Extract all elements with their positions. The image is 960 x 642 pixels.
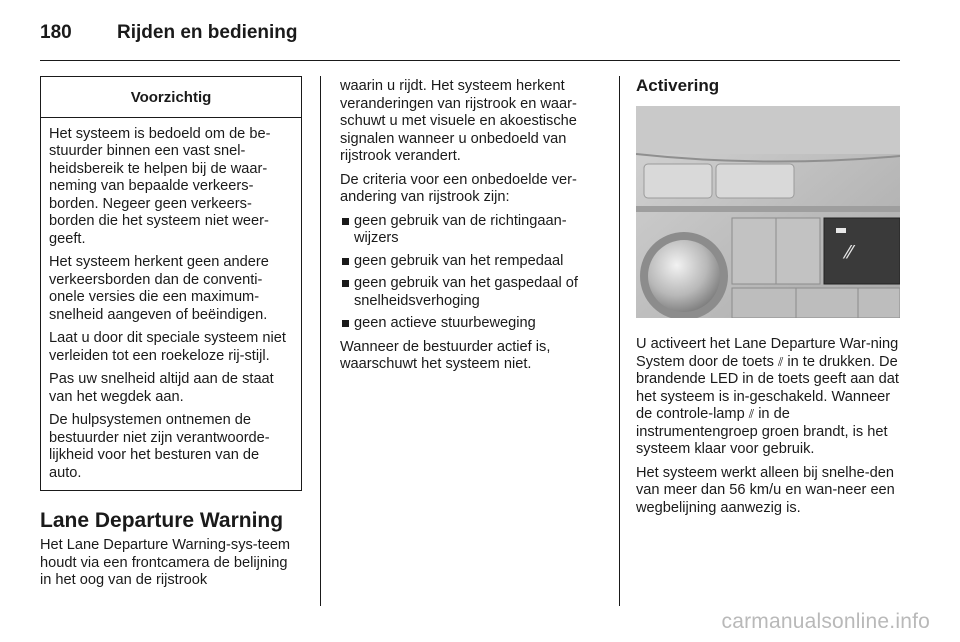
svg-text:⁄⁄: ⁄⁄ [846,242,853,263]
caution-paragraph: Het systeem herkent geen andere verkeersborden dan de conventi-onele versies die een maximum-snelheid aangeven of beëindigen. [49,254,269,323]
page-number: 180 [40,22,72,43]
activation-text: U activeert het Lane Departure War-ning System door de toets [636,336,899,370]
caution-paragraph: De hulpsystemen ontnemen de bestuurder niet zijn verantwoorde-lijkheid voor het besturen van de auto. [49,412,270,481]
lane-departure-icon: ⫽ [748,407,755,421]
column-left [40,76,302,596]
watermark: carmanualsonline.info [721,610,930,633]
activation-text: in te drukken. De brandende LED in de toets geeft aan dat het systeem is in-geschakeld. Wanneer de controle-lamp [636,353,899,422]
criteria-list [340,213,602,333]
list-item: geen actieve stuurbeweging [340,315,602,333]
criteria-intro: De criteria voor een onbedoelde ver-andering van rijstrook zijn: [340,171,577,205]
activation-paragraph [636,336,900,459]
dashboard-illustration [636,106,900,318]
caution-title: Voorzichtig [41,77,301,118]
list-item: geen gebruik van de richtingaan-wijzers [340,213,602,248]
column-right [636,76,900,523]
header-title: Rijden en bediening [117,22,298,43]
caution-body [41,118,301,491]
activation-text: in de instrumentengroep groen brandt, is het systeem klaar voor gebruik. [636,406,888,457]
caution-paragraph: Pas uw snelheid altijd aan de staat van het wegdek aan. [49,371,274,405]
dashboard-photo [636,106,900,318]
list-item: geen gebruik van het gaspedaal of snelheidsverhoging [340,275,602,310]
list-item: geen gebruik van het rempedaal [340,253,602,271]
header-rule [40,60,900,61]
column-divider-right [619,76,620,606]
caution-box [40,76,302,491]
caution-paragraph: Laat u door dit speciale systeem niet verleiden tot een roekeloze rij-stijl. [49,330,286,364]
lane-departure-icon: ⫽ [777,354,784,369]
section-title: Lane Departure Warning [40,509,284,532]
caution-paragraph: Het systeem is bedoeld om de be-stuurder binnen een vast snel-heidsbereik te helpen bij de waar-neming van bepaalde verkeers-borden. Negeer geen verkeers-borden die het systeem niet weer-geeft. [49,125,271,247]
column-divider-left [320,76,321,606]
section-intro: Het Lane Departure Warning-sys-teem houdt via een frontcamera de belijning in het oog van de rijstrook [40,537,291,588]
activation-paragraph: Het systeem werkt alleen bij snelhe-den van meer dan 56 km/u en wan-neer een wegbelijning aanwezig is. [636,464,895,516]
body-paragraph: Wanneer de bestuurder actief is, waarschuwt het systeem niet. [340,338,551,372]
sub-title: Activering [636,76,720,95]
body-paragraph: waarin u rijdt. Het systeem herkent veranderingen van rijstrook en waar-schuwt u met visuele en akoestische signalen wanneer u onbedoeld van rijstrook verandert. [340,78,577,164]
column-middle [340,78,602,380]
